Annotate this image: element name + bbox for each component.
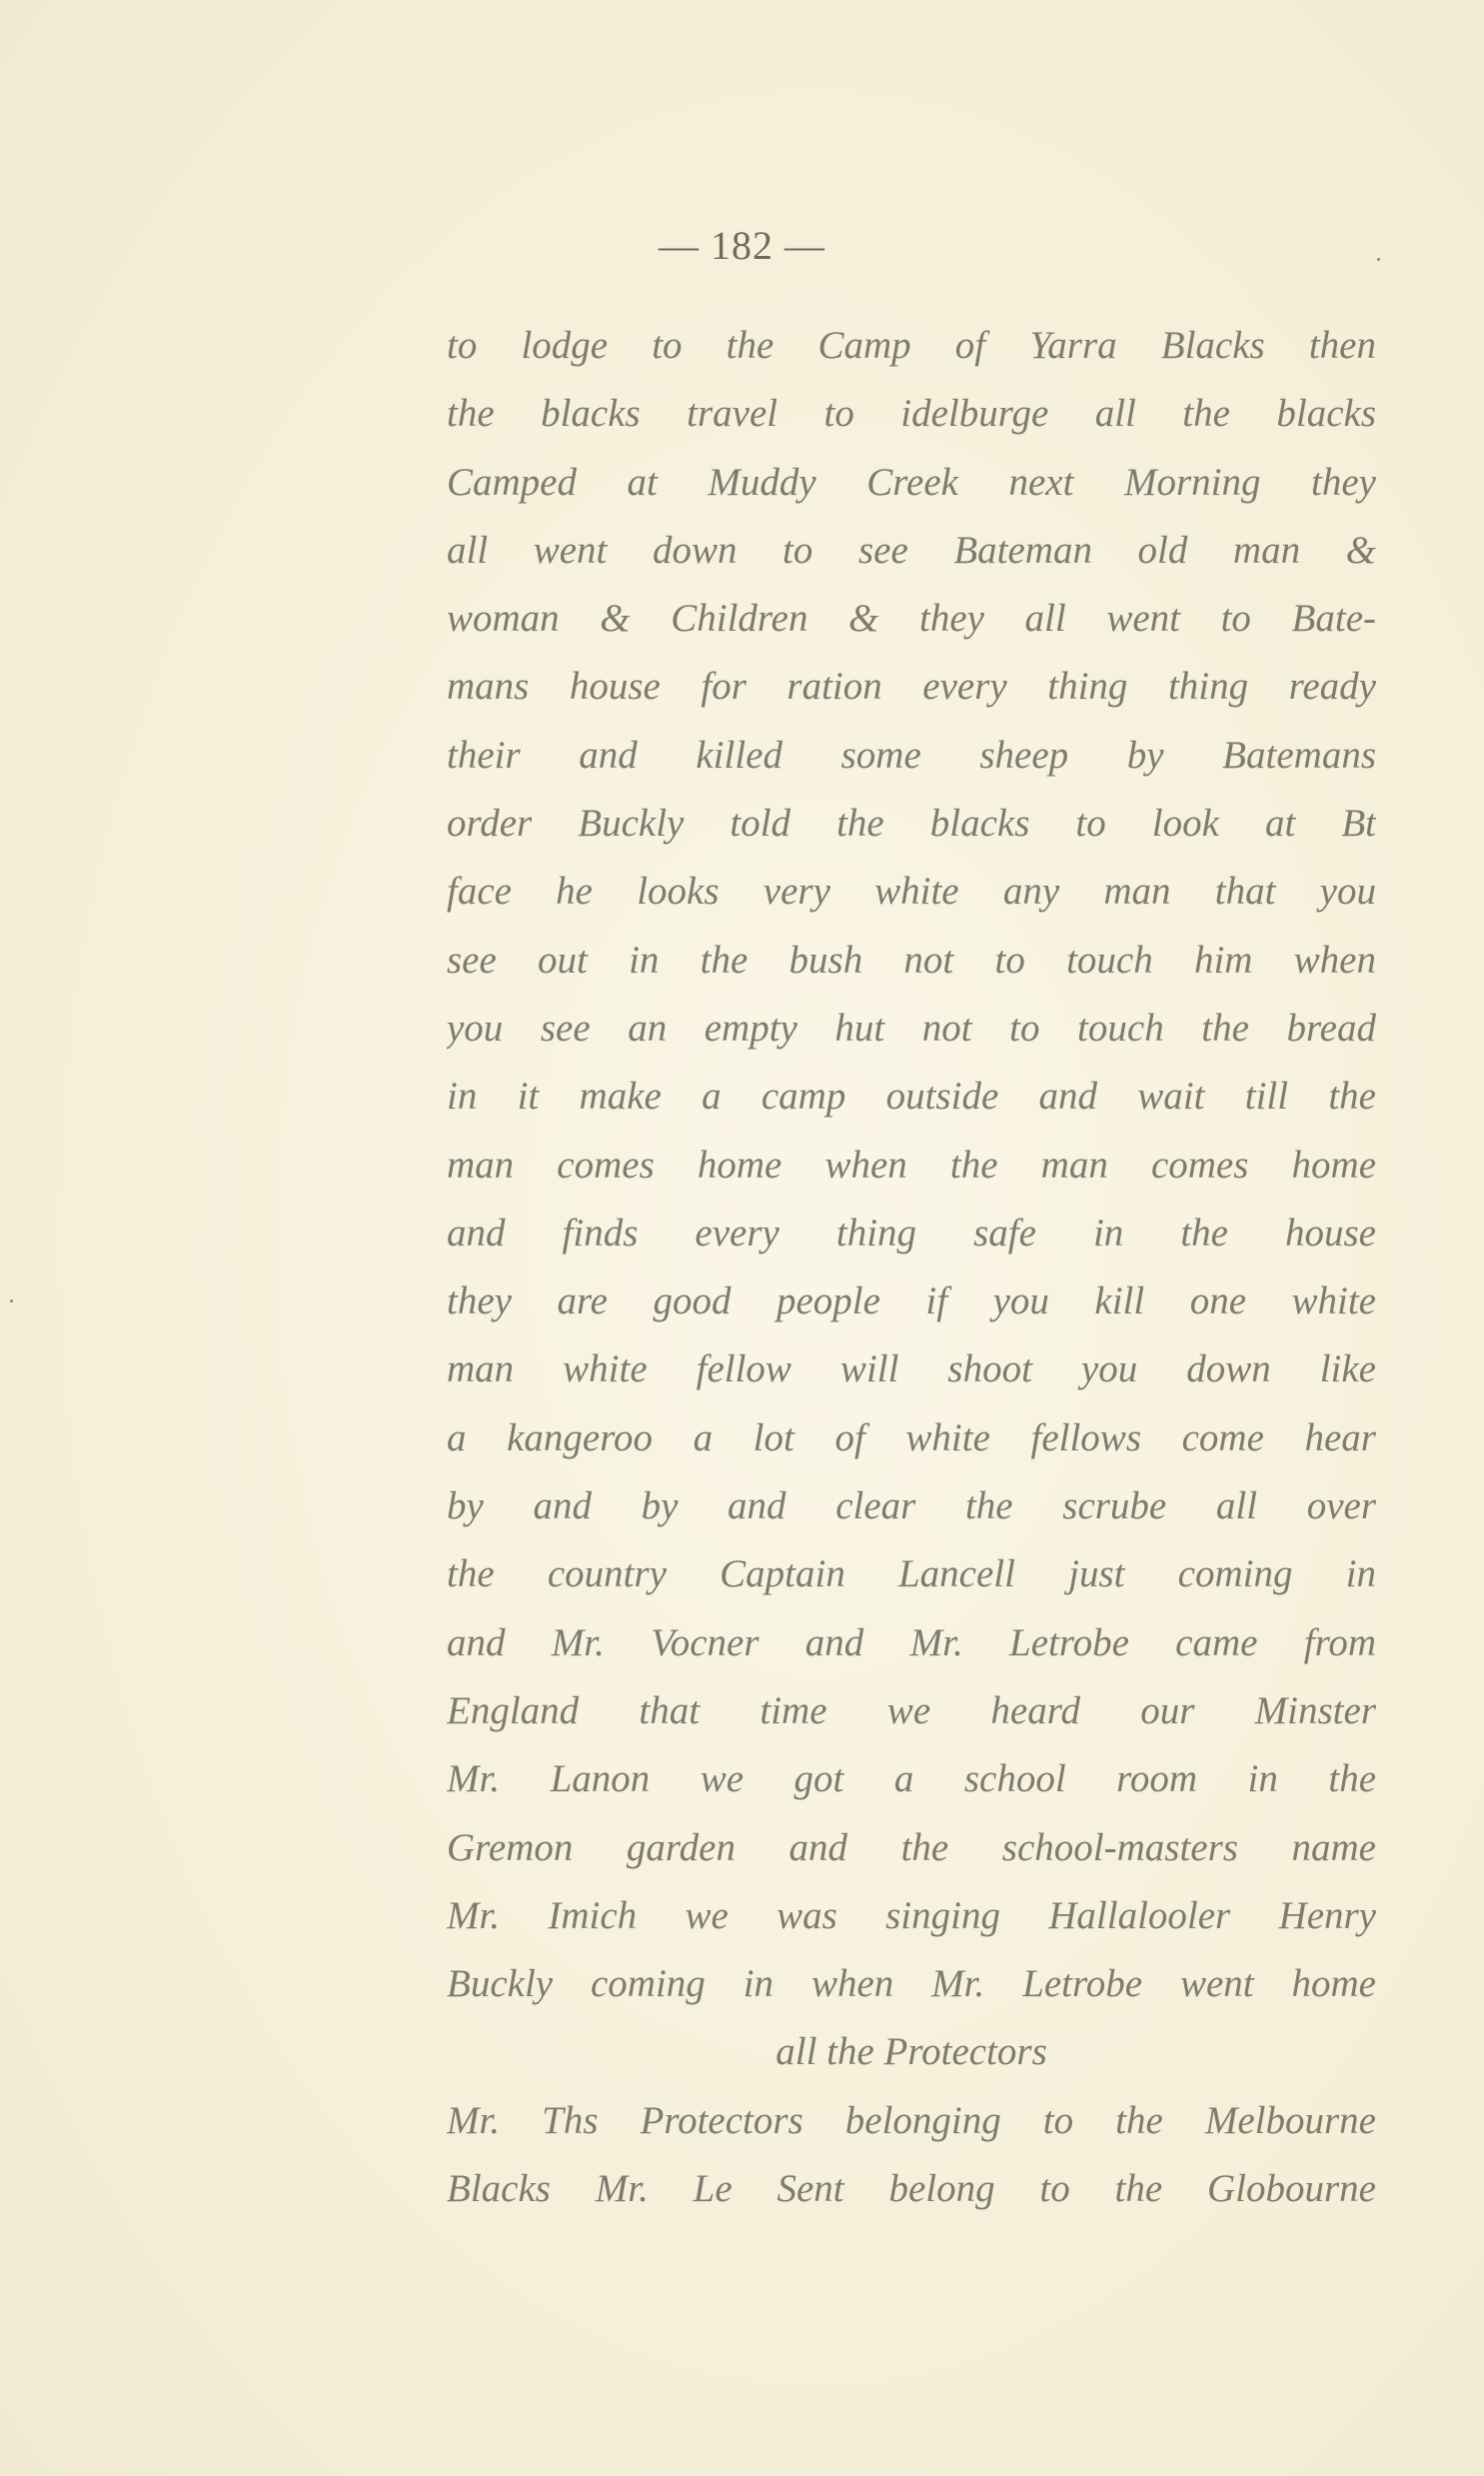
text-line: by and by and clear the scrube all over [447,1484,1376,1528]
text-line: order Buckly told the blacks to look at Bt [447,802,1376,846]
text-line: woman & Children & they all went to Bate- [447,597,1376,641]
text-line: England that time we heard our Minster [447,1688,1376,1732]
text-line: you see an empty hut not to touch the bread [447,1006,1376,1050]
text-line: they are good people if you kill one white [447,1279,1376,1323]
text-line: the country Captain Lancell just coming in [447,1552,1376,1596]
text-line: in it make a camp outside and wait till the [447,1075,1376,1119]
paper-speck [1377,258,1380,261]
text-line: see out in the bush not to touch him when [447,938,1376,982]
text-line: all went down to see Bateman old man & [447,528,1376,572]
text-line: face he looks very white any man that you [447,870,1376,914]
text-line: to lodge to the Camp of Yarra Blacks then [447,324,1376,367]
text-line: Mr. Ths Protectors belonging to the Melbourne [447,2098,1376,2142]
paper-speck [10,1299,13,1302]
text-line: Mr. Imich we was singing Hallalooler Henry [447,1893,1376,1937]
body-text [447,312,1376,2223]
text-line-centered: all the Protectors [775,2030,1047,2074]
text-line: a kangeroo a lot of white fellows come hear [447,1415,1376,1459]
text-line: their and killed some sheep by Batemans [447,733,1376,777]
text-line: mans house for ration every thing thing ready [447,665,1376,709]
text-line: Camped at Muddy Creek next Morning they [447,460,1376,504]
text-line: Buckly coming in when Mr. Letrobe went home [447,1962,1376,2006]
text-line: and Mr. Vocner and Mr. Letrobe came from [447,1620,1376,1664]
text-line: Blacks Mr. Le Sent belong to the Globourne [447,2167,1376,2211]
text-line: and finds every thing safe in the house [447,1211,1376,1254]
text-line: the blacks travel to idelburge all the blacks [447,392,1376,436]
page-number: — 182 — [659,223,825,268]
text-line: man white fellow will shoot you down like [447,1347,1376,1391]
text-line: Gremon garden and the school-masters name [447,1825,1376,1869]
text-line: Mr. Lanon we got a school room in the [447,1757,1376,1801]
text-line: man comes home when the man comes home [447,1143,1376,1187]
